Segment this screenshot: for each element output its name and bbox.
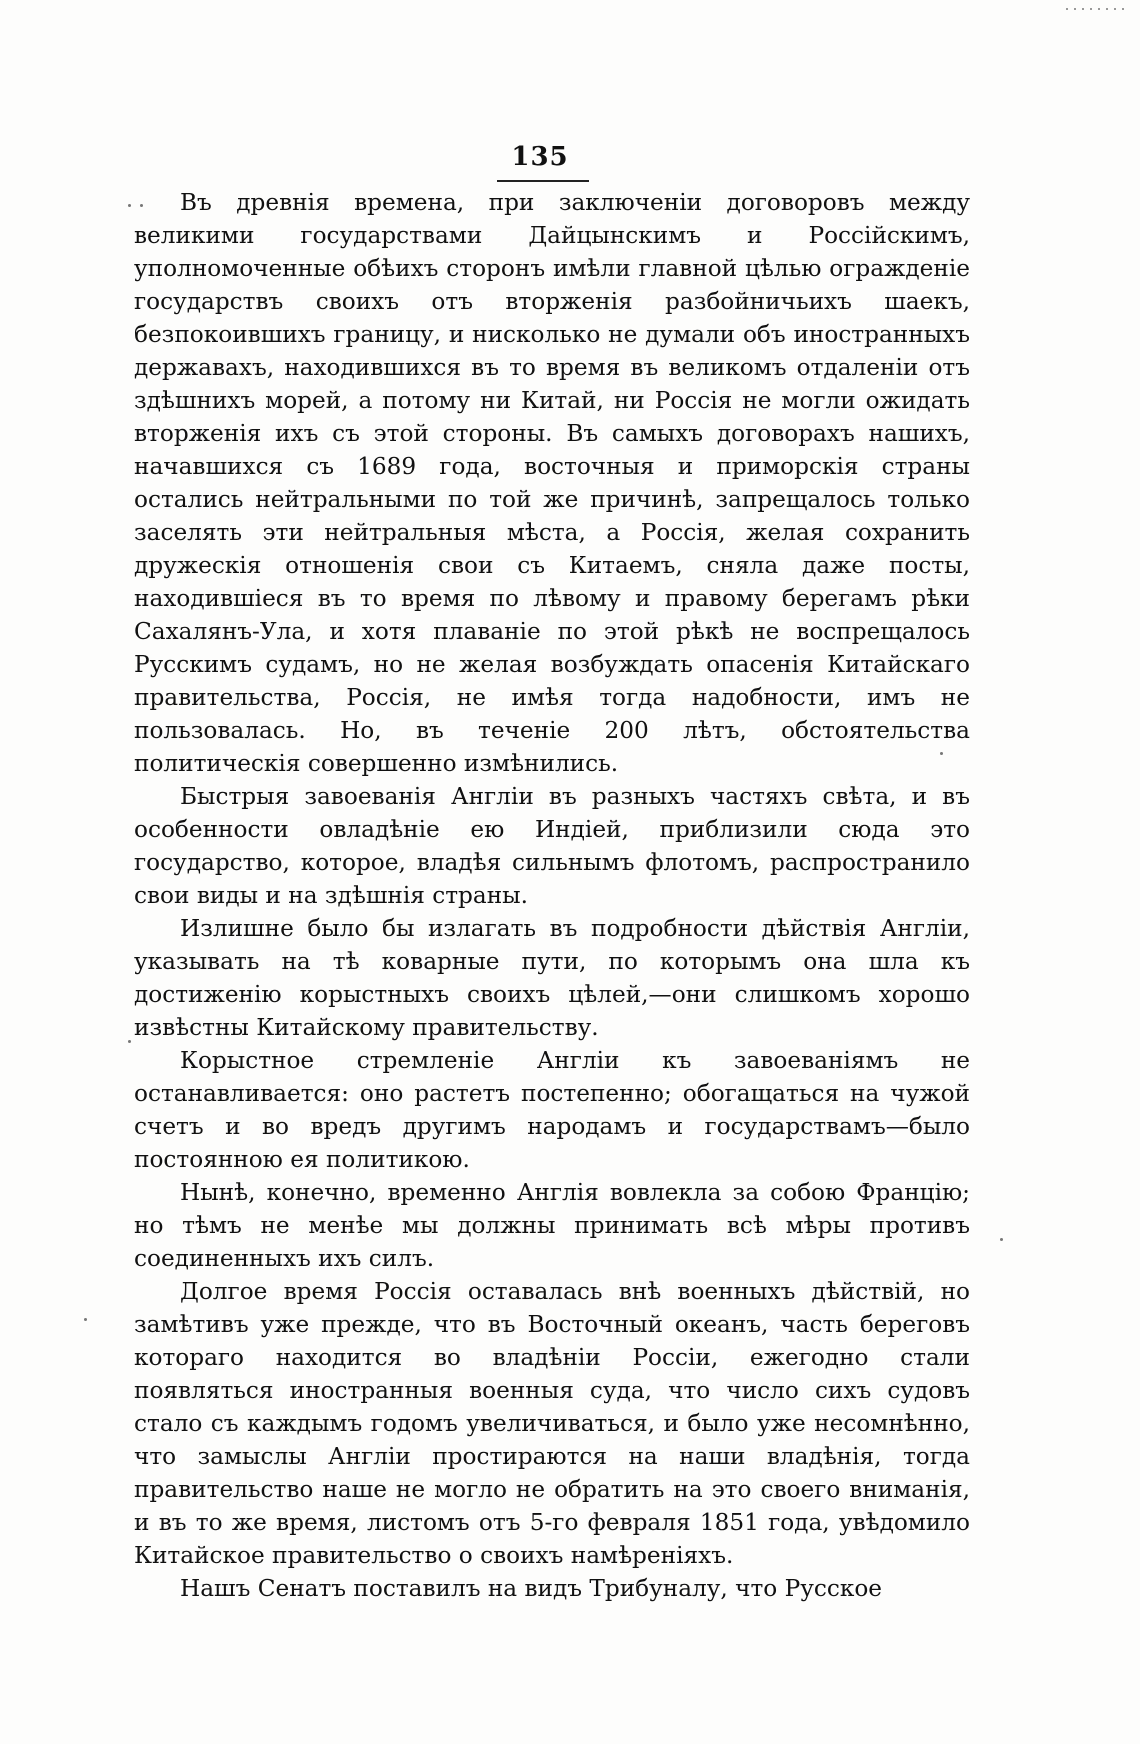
scan-speck — [940, 752, 943, 755]
paragraph-7: Нашъ Сенатъ поставилъ на видъ Трибуналу, что Русское — [180, 1575, 883, 1602]
body-text — [134, 186, 970, 1605]
paragraph-6: Долгое время Россія оставалась внѣ военныхъ дѣйствій, но замѣтивъ уже прежде, что въ Восточный океанъ, часть береговъ котораго находится во владѣніи Россіи, ежегодно стали появляться иностранныя военныя суда, что число сихъ судовъ стало съ каждымъ годомъ увеличиваться, и было уже несомнѣнно, что замыслы Англіи простираются на наши владѣнія, тогда правительство наше не могло не обратить на это своего вниманія, и въ то же время, листомъ отъ 5-го февраля 1851 года, увѣдомило Китайское правительство о своихъ намѣреніяхъ. — [134, 1278, 970, 1569]
paragraph-5: Нынѣ, конечно, временно Англія вовлекла за собою Францію; но тѣмъ не менѣе мы должны принимать всѣ мѣры противъ соединенныхъ ихъ силъ. — [134, 1179, 970, 1272]
scan-speck — [128, 204, 131, 207]
paragraph-1: Въ древнія времена, при заключеніи договоровъ между великими государствами Дайцынскимъ и Россійскимъ, уполномоченные обѣихъ сторонъ имѣли главной цѣлью огражденіе государствъ своихъ отъ вторженія разбойничьихъ шаекъ, безпокоившихъ границу, и нисколько не думали объ иностранныхъ державахъ, находившихся въ то время въ великомъ отдаленіи отъ здѣшнихъ морей, а потому ни Китай, ни Россія не могли ожидать вторженія ихъ съ этой стороны. Въ самыхъ договорахъ нашихъ, начавшихся съ 1689 года, восточныя и приморскія страны остались нейтральными по той же причинѣ, запрещалось только заселять эти нейтральныя мѣста, а Россія, желая сохранить дружескія отношенія свои съ Китаемъ, сняла даже посты, находившіеся въ то время по лѣвому и правому берегамъ рѣки Сахалянъ-Ула, и хотя плаваніе по этой рѣкѣ не воспрещалось Русскимъ судамъ, но не желая возбуждать опасенія Китайскаго правительства, Россія, не имѣя тогда надобности, имъ не пользовалась. Но, въ теченіе 200 лѣтъ, обстоятельства политическія совершенно измѣнились. — [134, 189, 970, 777]
scan-speck — [140, 204, 143, 207]
page-number-underline — [497, 180, 589, 182]
paragraph-3: Излишне было бы излагать въ подробности дѣйствія Англіи, указывать на тѣ коварные пути, по которымъ она шла къ достиженію корыстныхъ своихъ цѣлей,—они слишкомъ хорошо извѣстны Китайскому правительству. — [134, 915, 970, 1041]
scan-speck — [84, 1318, 87, 1321]
scan-speck — [128, 1040, 131, 1043]
scan-speck — [1000, 1238, 1003, 1241]
paragraph-2: Быстрыя завоеванія Англіи въ разныхъ частяхъ свѣта, и въ особенности овладѣніе ею Индіей, приблизили сюда это государство, которое, владѣя сильнымъ флотомъ, распространило свои виды и на здѣшнія страны. — [134, 783, 970, 909]
scan-edge-mark — [1066, 8, 1126, 10]
paragraph-4: Корыстное стремленіе Англіи къ завоеваніямъ не останавливается: оно растетъ постепенно; обогащаться на чужой счетъ и во вредъ другимъ народамъ и государствамъ—было постоянною ея политикою. — [134, 1047, 970, 1173]
page-number: 135 — [511, 142, 569, 172]
